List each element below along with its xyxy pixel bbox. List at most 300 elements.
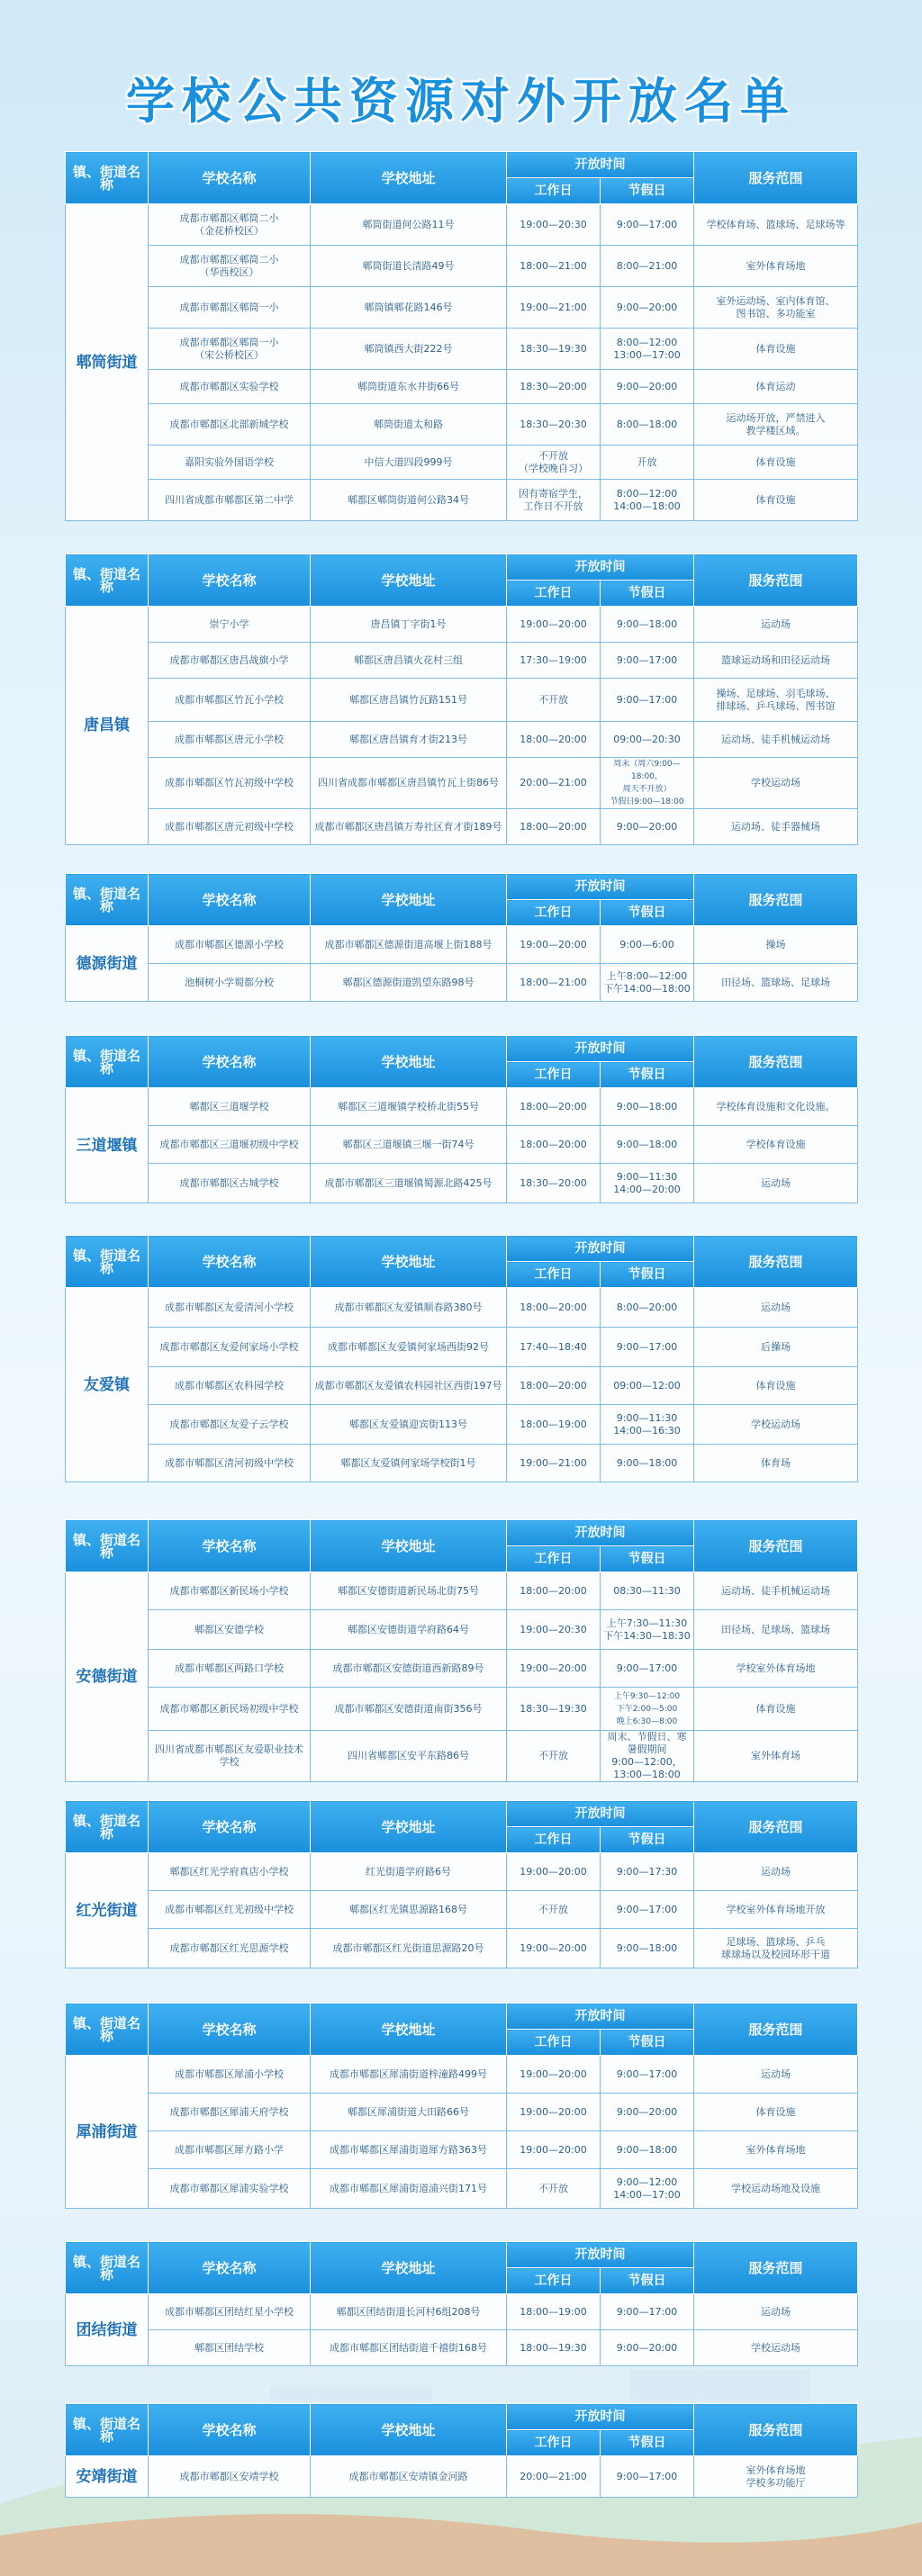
holiday-hours: 9:00—20:00 — [601, 2094, 694, 2131]
holiday-hours: 9:00—18:00 — [601, 1929, 694, 1968]
school-name: 成都市郫都区红光初级中学校 — [149, 1891, 311, 1929]
schedule-table — [65, 1800, 858, 1968]
header-workday: 工作日 — [507, 1262, 601, 1288]
service-scope: 学校运动场地及设施 — [694, 2169, 858, 2209]
header-workday: 工作日 — [507, 900, 601, 926]
table-row — [66, 1288, 858, 1328]
table-row — [66, 1164, 858, 1203]
workday-hours: 20:00—21:00 — [507, 2456, 601, 2498]
table-row — [66, 2131, 858, 2169]
service-scope: 学校运动场 — [694, 2330, 858, 2366]
school-name: 成都市郫都区新民场初级中学校 — [149, 1688, 311, 1731]
holiday-hours: 8:00—20:00 — [601, 1288, 694, 1328]
header-workday: 工作日 — [507, 178, 601, 204]
holiday-hours: 9:00—17:00 — [601, 1650, 694, 1688]
table-row — [66, 1650, 858, 1688]
holiday-hours: 开放 — [601, 446, 694, 480]
table-row — [66, 1688, 858, 1731]
town-name: 团结街道 — [66, 2294, 149, 2366]
workday-hours: 18:30—20:00 — [507, 1164, 601, 1203]
header-holiday: 节假日 — [601, 1546, 694, 1572]
school-address: 郫都区犀浦街道大田路66号 — [311, 2094, 507, 2131]
header-scope: 服务范围 — [694, 1036, 858, 1088]
table-row — [66, 1126, 858, 1164]
holiday-hours: 9:00—17:00 — [601, 1328, 694, 1367]
header-scope: 服务范围 — [694, 2242, 858, 2294]
header-open-time: 开放时间 — [507, 1236, 694, 1262]
school-address: 成都市郫都区友爱镇农科园社区西街197号 — [311, 1367, 507, 1405]
school-address: 郫都区三道堰镇三堰一街74号 — [311, 1126, 507, 1164]
workday-hours: 18:00—20:00 — [507, 1367, 601, 1405]
holiday-hours: 9:00—18:00 — [601, 2131, 694, 2169]
section-table — [65, 2003, 857, 2209]
table-row — [66, 1891, 858, 1929]
workday-hours: 19:00—20:00 — [507, 926, 601, 964]
school-address: 郫都区团结街道长河村6组208号 — [311, 2294, 507, 2330]
header-address: 学校地址 — [311, 1801, 507, 1853]
service-scope: 学校运动场 — [694, 1405, 858, 1445]
workday-hours: 18:00—20:00 — [507, 722, 601, 758]
header-scope: 服务范围 — [694, 2004, 858, 2056]
holiday-hours: 9:00—11:30 14:00—16:30 — [601, 1405, 694, 1445]
school-address: 成都市郫都区友爱镇何家场西街92号 — [311, 1328, 507, 1367]
holiday-hours: 9:00—20:00 — [601, 287, 694, 329]
workday-hours: 18:00—21:00 — [507, 964, 601, 1002]
school-address: 郫都区德源街道凯望东路98号 — [311, 964, 507, 1002]
school-name: 成都市郫都区三道堰初级中学校 — [149, 1126, 311, 1164]
table-row — [66, 1405, 858, 1445]
header-holiday: 节假日 — [601, 900, 694, 926]
service-scope: 运动场、徒手器械场 — [694, 809, 858, 845]
header-school: 学校名称 — [149, 1236, 311, 1288]
workday-hours: 19:00—20:00 — [507, 1929, 601, 1968]
school-name: 成都市郫都区德源小学校 — [149, 926, 311, 964]
school-name: 成都市郫都区团结红星小学校 — [149, 2294, 311, 2330]
service-scope: 体育设施 — [694, 1367, 858, 1405]
school-name: 成都市郫都区友爱何家场小学校 — [149, 1328, 311, 1367]
header-address: 学校地址 — [311, 554, 507, 607]
school-address: 唐昌镇丁字街1号 — [311, 607, 507, 643]
header-address: 学校地址 — [311, 152, 507, 204]
workday-hours: 18:00—19:00 — [507, 2294, 601, 2330]
holiday-hours: 8:00—12:00 14:00—18:00 — [601, 480, 694, 521]
school-address: 郫都区友爱镇何家场学校街1号 — [311, 1445, 507, 1482]
header-open-time: 开放时间 — [507, 554, 694, 581]
school-address: 四川省成都市郫都区唐昌镇竹瓦上街86号 — [311, 758, 507, 809]
section-table — [65, 1035, 857, 1203]
service-scope: 室外体育场地 学校多功能厅 — [694, 2456, 858, 2498]
table-row — [66, 1445, 858, 1482]
header-town: 镇、街道名称 — [66, 874, 149, 926]
holiday-hours: 9:00—6:00 — [601, 926, 694, 964]
school-address: 郫筒街道东水井街66号 — [311, 370, 507, 404]
school-address: 成都市郫都区三道堰镇蜀源北路425号 — [311, 1164, 507, 1203]
header-town: 镇、街道名称 — [66, 152, 149, 204]
header-school: 学校名称 — [149, 554, 311, 607]
workday-hours: 18:30—19:30 — [507, 329, 601, 370]
table-row — [66, 643, 858, 679]
header-holiday: 节假日 — [601, 581, 694, 607]
table-row — [66, 964, 858, 1002]
header-open-time: 开放时间 — [507, 2004, 694, 2030]
header-school: 学校名称 — [149, 1801, 311, 1853]
schedule-table — [65, 1235, 858, 1482]
table-row — [66, 607, 858, 643]
workday-hours: 19:00—20:00 — [507, 1650, 601, 1688]
table-row — [66, 329, 858, 370]
school-address: 郫筒街道长清路49号 — [311, 246, 507, 287]
workday-hours: 19:00—20:30 — [507, 204, 601, 246]
table-row — [66, 480, 858, 521]
table-row — [66, 2456, 858, 2498]
header-holiday: 节假日 — [601, 2430, 694, 2456]
header-workday: 工作日 — [507, 2030, 601, 2056]
workday-hours: 不开放 — [507, 1731, 601, 1782]
holiday-hours: 9:00—17:00 — [601, 643, 694, 679]
town-name: 安德街道 — [66, 1572, 149, 1782]
header-workday: 工作日 — [507, 581, 601, 607]
workday-hours: 20:00—21:00 — [507, 758, 601, 809]
section-table — [65, 2403, 857, 2498]
school-name: 成都市郫都区郫筒一小 （宋公桥校区） — [149, 329, 311, 370]
holiday-hours: 9:00—17:00 — [601, 2294, 694, 2330]
table-row — [66, 446, 858, 480]
town-name: 唐昌镇 — [66, 607, 149, 845]
holiday-hours: 8:00—21:00 — [601, 246, 694, 287]
school-name: 四川省成都市郫都区友爱职业技术学校 — [149, 1731, 311, 1782]
holiday-hours: 09:00—12:00 — [601, 1367, 694, 1405]
service-scope: 运动场、徒手机械运动场 — [694, 722, 858, 758]
service-scope: 运动场、徒手机械运动场 — [694, 1572, 858, 1610]
header-scope: 服务范围 — [694, 1236, 858, 1288]
school-name: 成都市郫都区两路口学校 — [149, 1650, 311, 1688]
school-name: 成都市郫都区农科园学校 — [149, 1367, 311, 1405]
header-school: 学校名称 — [149, 2004, 311, 2056]
school-address: 成都市郫都区唐昌镇万寿社区育才街189号 — [311, 809, 507, 845]
holiday-hours: 9:00—12:00 14:00—17:00 — [601, 2169, 694, 2209]
table-row — [66, 1367, 858, 1405]
holiday-hours: 9:00—11:30 14:00—20:00 — [601, 1164, 694, 1203]
table-row — [66, 722, 858, 758]
header-scope: 服务范围 — [694, 2404, 858, 2456]
schedule-table — [65, 1519, 858, 1782]
workday-hours: 18:30—19:30 — [507, 1688, 601, 1731]
workday-hours: 不开放 — [507, 2169, 601, 2209]
workday-hours: 18:00—19:30 — [507, 2330, 601, 2366]
school-address: 郫筒街道何公路11号 — [311, 204, 507, 246]
service-scope: 学校运动场 — [694, 758, 858, 809]
holiday-hours: 9:00—17:00 — [601, 204, 694, 246]
table-row — [66, 204, 858, 246]
school-name: 成都市郫都区友爱子云学校 — [149, 1405, 311, 1445]
school-name: 成都市郫都区郫筒二小 （金花桥校区） — [149, 204, 311, 246]
table-row — [66, 1572, 858, 1610]
service-scope: 运动场 — [694, 1853, 858, 1891]
service-scope: 学校室外体育场地开放 — [694, 1891, 858, 1929]
header-open-time: 开放时间 — [507, 874, 694, 900]
schedule-table — [65, 873, 858, 1002]
header-address: 学校地址 — [311, 2404, 507, 2456]
workday-hours: 不开放 — [507, 1891, 601, 1929]
school-address: 郫都区安德街道新民场北街75号 — [311, 1572, 507, 1610]
header-workday: 工作日 — [507, 2430, 601, 2456]
service-scope: 运动场 — [694, 2294, 858, 2330]
workday-hours: 18:30—20:00 — [507, 370, 601, 404]
workday-hours: 18:00—21:00 — [507, 246, 601, 287]
schedule-table — [65, 2003, 858, 2209]
workday-hours: 不开放 （学校晚自习） — [507, 446, 601, 480]
header-open-time: 开放时间 — [507, 2242, 694, 2268]
service-scope: 体育运动 — [694, 370, 858, 404]
school-name: 成都市郫都区犀浦天府学校 — [149, 2094, 311, 2131]
school-address: 成都市郫都区红光街道思源路20号 — [311, 1929, 507, 1968]
workday-hours: 19:00—20:00 — [507, 607, 601, 643]
holiday-hours: 08:30—11:30 — [601, 1572, 694, 1610]
section-table — [65, 554, 857, 845]
table-row — [66, 404, 858, 446]
section-table — [65, 873, 857, 1002]
header-address: 学校地址 — [311, 1036, 507, 1088]
header-address: 学校地址 — [311, 1520, 507, 1572]
school-address: 郫都区安德街道学府路64号 — [311, 1610, 507, 1650]
schedule-table — [65, 1035, 858, 1203]
school-name: 成都市郫都区郫筒一小 — [149, 287, 311, 329]
school-name: 成都市郫都区唐元小学校 — [149, 722, 311, 758]
header-workday: 工作日 — [507, 1062, 601, 1088]
table-row — [66, 2169, 858, 2209]
section-table — [65, 1519, 857, 1782]
school-address: 成都市郫都区犀浦街道犀方路363号 — [311, 2131, 507, 2169]
school-name: 成都市郫都区新民场小学校 — [149, 1572, 311, 1610]
holiday-hours: 9:00—20:00 — [601, 809, 694, 845]
workday-hours: 19:00—20:00 — [507, 2094, 601, 2131]
service-scope: 田径场、足球场、篮球场 — [694, 1610, 858, 1650]
school-name: 成都市郫都区唐昌战旗小学 — [149, 643, 311, 679]
workday-hours: 18:00—20:00 — [507, 1572, 601, 1610]
header-workday: 工作日 — [507, 1827, 601, 1853]
service-scope: 运动场开放，严禁进入 教学楼区域。 — [694, 404, 858, 446]
workday-hours: 18:30—20:30 — [507, 404, 601, 446]
holiday-hours: 8:00—18:00 — [601, 404, 694, 446]
service-scope: 运动场 — [694, 1164, 858, 1203]
school-name: 成都市郫都区竹瓦小学校 — [149, 679, 311, 722]
school-address: 四川省郫都区安平东路86号 — [311, 1731, 507, 1782]
service-scope: 运动场 — [694, 607, 858, 643]
workday-hours: 18:00—20:00 — [507, 1126, 601, 1164]
school-address: 成都市郫都区团结街道千禧街168号 — [311, 2330, 507, 2366]
header-town: 镇、街道名称 — [66, 554, 149, 607]
school-address: 红光街道学府路6号 — [311, 1853, 507, 1891]
workday-hours: 因有寄宿学生， 工作日不开放 — [507, 480, 601, 521]
schedule-table — [65, 151, 858, 521]
header-school: 学校名称 — [149, 2404, 311, 2456]
holiday-hours: 8:00—12:00 13:00—17:00 — [601, 329, 694, 370]
town-name: 安靖街道 — [66, 2456, 149, 2498]
school-name: 郫都区红光学府真店小学校 — [149, 1853, 311, 1891]
school-name: 成都市郫都区安靖学校 — [149, 2456, 311, 2498]
service-scope: 田径场、篮球场、足球场 — [694, 964, 858, 1002]
workday-hours: 17:40—18:40 — [507, 1328, 601, 1367]
header-scope: 服务范围 — [694, 874, 858, 926]
header-open-time: 开放时间 — [507, 1801, 694, 1827]
school-name: 成都市郫都区清河初级中学校 — [149, 1445, 311, 1482]
service-scope: 体育设施 — [694, 480, 858, 521]
service-scope: 学校体育设施和文化设施。 — [694, 1088, 858, 1126]
school-name: 嘉阳实验外国语学校 — [149, 446, 311, 480]
workday-hours: 19:00—20:00 — [507, 1853, 601, 1891]
header-address: 学校地址 — [311, 874, 507, 926]
section-table — [65, 2241, 857, 2366]
header-school: 学校名称 — [149, 2242, 311, 2294]
service-scope: 运动场 — [694, 2056, 858, 2094]
header-town: 镇、街道名称 — [66, 2242, 149, 2294]
town-name: 德源街道 — [66, 926, 149, 1002]
section-table — [65, 1235, 857, 1482]
header-open-time: 开放时间 — [507, 2404, 694, 2430]
school-name: 成都市郫都区竹瓦初级中学校 — [149, 758, 311, 809]
school-address: 中信大道四段999号 — [311, 446, 507, 480]
school-name: 成都市郫都区古城学校 — [149, 1164, 311, 1203]
school-address: 成都市郫都区安德街道西新路89号 — [311, 1650, 507, 1688]
workday-hours: 19:00—20:00 — [507, 2056, 601, 2094]
header-holiday: 节假日 — [601, 2268, 694, 2294]
school-name: 成都市郫都区红光思源学校 — [149, 1929, 311, 1968]
header-holiday: 节假日 — [601, 1262, 694, 1288]
header-holiday: 节假日 — [601, 1827, 694, 1853]
service-scope: 体育设施 — [694, 329, 858, 370]
school-name: 池桐树小学蜀都分校 — [149, 964, 311, 1002]
holiday-hours: 9:00—18:00 — [601, 1445, 694, 1482]
table-row — [66, 1853, 858, 1891]
header-town: 镇、街道名称 — [66, 1801, 149, 1853]
town-name: 犀浦街道 — [66, 2056, 149, 2209]
school-name: 四川省成都市郫都区第二中学 — [149, 480, 311, 521]
header-town: 镇、街道名称 — [66, 1036, 149, 1088]
header-town: 镇、街道名称 — [66, 1236, 149, 1288]
town-name: 郫筒街道 — [66, 204, 149, 521]
holiday-hours: 9:00—18:00 — [601, 607, 694, 643]
table-row — [66, 2094, 858, 2131]
table-row — [66, 758, 858, 809]
workday-hours: 19:00—21:00 — [507, 287, 601, 329]
service-scope: 篮球运动场和田径运动场 — [694, 643, 858, 679]
table-row — [66, 287, 858, 329]
header-holiday: 节假日 — [601, 2030, 694, 2056]
school-address: 郫都区三道堰镇学校桥北街55号 — [311, 1088, 507, 1126]
table-row — [66, 2330, 858, 2366]
table-row — [66, 809, 858, 845]
header-scope: 服务范围 — [694, 1520, 858, 1572]
holiday-hours: 9:00—17:30 — [601, 1853, 694, 1891]
workday-hours: 18:00—20:00 — [507, 809, 601, 845]
school-address: 郫都区红光镇思源路168号 — [311, 1891, 507, 1929]
school-name: 成都市郫都区犀浦实验学校 — [149, 2169, 311, 2209]
school-address: 成都市郫都区犀浦街道梓潼路499号 — [311, 2056, 507, 2094]
holiday-hours: 周末、节假日、寒暑假期间 9:00—12:00，13:00—18:00 — [601, 1731, 694, 1782]
header-school: 学校名称 — [149, 874, 311, 926]
schedule-table — [65, 554, 858, 845]
workday-hours: 18:00—20:00 — [507, 1288, 601, 1328]
school-name: 成都市郫都区实验学校 — [149, 370, 311, 404]
school-address: 成都市郫都区犀浦街道浦兴街171号 — [311, 2169, 507, 2209]
holiday-hours: 9:00—18:00 — [601, 1126, 694, 1164]
header-scope: 服务范围 — [694, 1801, 858, 1853]
service-scope: 学校体育场、篮球场、足球场等 — [694, 204, 858, 246]
header-address: 学校地址 — [311, 2242, 507, 2294]
holiday-hours: 上午9:30—12:00 下午2:00—5:00 晚上6:30—8:00 — [601, 1688, 694, 1731]
school-address: 郫都区唐昌镇育才街213号 — [311, 722, 507, 758]
holiday-hours: 9:00—17:00 — [601, 2456, 694, 2498]
table-row — [66, 926, 858, 964]
workday-hours: 18:00—19:00 — [507, 1405, 601, 1445]
header-holiday: 节假日 — [601, 178, 694, 204]
section-table — [65, 151, 857, 521]
table-row — [66, 679, 858, 722]
workday-hours: 18:00—20:00 — [507, 1088, 601, 1126]
school-name: 郫都区三道堰学校 — [149, 1088, 311, 1126]
school-address: 成都市郫都区安德街道南街356号 — [311, 1688, 507, 1731]
service-scope: 体育设施 — [694, 446, 858, 480]
service-scope: 学校室外体育场地 — [694, 1650, 858, 1688]
holiday-hours: 9:00—20:00 — [601, 2330, 694, 2366]
header-open-time: 开放时间 — [507, 1520, 694, 1546]
section-table — [65, 1800, 857, 1968]
service-scope: 室外体育场 — [694, 1731, 858, 1782]
table-row — [66, 2056, 858, 2094]
service-scope: 室外运动场、室内体育馆、 图书馆、多功能室 — [694, 287, 858, 329]
header-open-time: 开放时间 — [507, 152, 694, 178]
service-scope: 体育场 — [694, 1445, 858, 1482]
school-address: 郫都区友爱镇迎宾街113号 — [311, 1405, 507, 1445]
holiday-hours: 9:00—18:00 — [601, 1088, 694, 1126]
table-row — [66, 1088, 858, 1126]
holiday-hours: 上午7:30—11:30 下午14:30—18:30 — [601, 1610, 694, 1650]
schedule-table — [65, 2241, 858, 2366]
header-town: 镇、街道名称 — [66, 1520, 149, 1572]
service-scope: 室外体育场地 — [694, 2131, 858, 2169]
workday-hours: 19:00—21:00 — [507, 1445, 601, 1482]
service-scope: 后操场 — [694, 1328, 858, 1367]
header-town: 镇、街道名称 — [66, 2004, 149, 2056]
table-row — [66, 2294, 858, 2330]
header-workday: 工作日 — [507, 1546, 601, 1572]
table-row — [66, 1610, 858, 1650]
header-town: 镇、街道名称 — [66, 2404, 149, 2456]
page-title: 学校公共资源对外开放名单 — [126, 73, 796, 130]
workday-hours: 19:00—20:00 — [507, 2131, 601, 2169]
holiday-hours: 9:00—17:00 — [601, 1891, 694, 1929]
school-address: 郫筒镇西大街222号 — [311, 329, 507, 370]
workday-hours: 19:00—20:30 — [507, 1610, 601, 1650]
school-address: 郫筒街道太和路 — [311, 404, 507, 446]
school-address: 郫筒镇郫花路146号 — [311, 287, 507, 329]
school-name: 成都市郫都区唐元初级中学校 — [149, 809, 311, 845]
service-scope: 操场 — [694, 926, 858, 964]
school-address: 郫都区唐昌镇竹瓦路151号 — [311, 679, 507, 722]
school-name: 成都市郫都区犀方路小学 — [149, 2131, 311, 2169]
school-name: 成都市郫都区郫筒二小 （华西校区） — [149, 246, 311, 287]
header-workday: 工作日 — [507, 2268, 601, 2294]
header-scope: 服务范围 — [694, 152, 858, 204]
table-row — [66, 1929, 858, 1968]
school-address: 成都市郫都区德源街道高堰上街188号 — [311, 926, 507, 964]
header-school: 学校名称 — [149, 1520, 311, 1572]
header-school: 学校名称 — [149, 152, 311, 204]
town-name: 友爱镇 — [66, 1288, 149, 1482]
school-name: 崇宁小学 — [149, 607, 311, 643]
table-row — [66, 1328, 858, 1367]
school-address: 郫都区唐昌镇火花村三组 — [311, 643, 507, 679]
